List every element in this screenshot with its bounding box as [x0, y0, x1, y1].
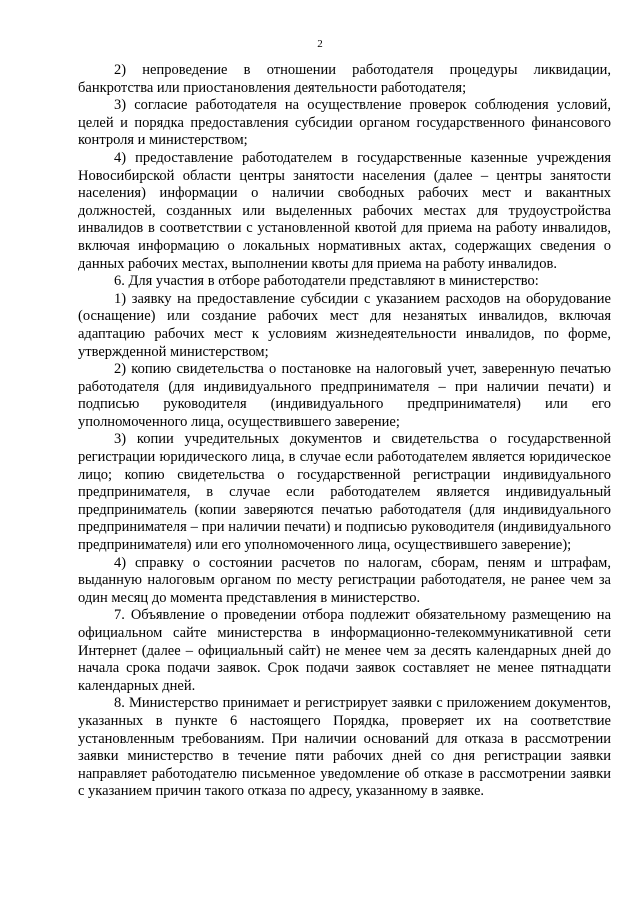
paragraph-6-1-application: 1) заявку на предоставление субсидии с указанием расходов на оборудование (оснащение) или создание рабочих мест для незанятых инвалидов, включая адаптацию рабочих мест к условиям жизнедеятельности инвалидов, по форме, утвержденной министерством; [78, 290, 611, 360]
page-number: 2 [317, 38, 323, 50]
paragraph-section-8: 8. Министерство принимает и регистрирует заявки с приложением документов, указанных в пункте 6 настоящего Порядка, проверяет их на соответствие установленным требованиям. При наличии оснований для отказа в рассмотрении заявки министерство в течение пяти рабочих дней со дня регистрации заявки направляет работодателю письменное уведомление об отказе в рассмотрении заявки с указанием причин такого отказа по адресу, указанному в заявке. [78, 695, 611, 800]
paragraph-6-2-tax-certificate: 2) копию свидетельства о постановке на налоговый учет, заверенную печатью работодателя (для индивидуального предпринимателя – при наличии печати) и подписью руководителя (индивидуального предпринимателя) или его уполномоченного лица, осуществившего заверение; [78, 361, 611, 430]
paragraph-section-7: 7. Объявление о проведении отбора подлежит обязательному размещению на официальном сайте министерства в информационно-телекоммуникативной сети Интернет (далее – официальный сайт) не менее чем за десять календарных дней до начала срока подачи заявок. Срок подачи заявок составляет не менее пятнадцати календарных дней. [78, 607, 611, 694]
paragraph-item-3-audit-consent: 3) согласие работодателя на осуществление проверок соблюдения условий, целей и порядка предоставления субсидии органом государственного финансового контроля и министерством; [78, 97, 611, 149]
document-body [78, 62, 611, 801]
paragraph-6-3-founding-documents: 3) копии учредительных документов и свидетельства о государственной регистрации юридического лица, в случае если работодателем является юридическое лицо; копию свидетельства о государственной регистрации индивидуального предпринимателя, в случае если работодателем является индивидуальный предприниматель (копии заверяются печатью работодателя (для индивидуального предпринимателя – при наличии печати) и подписью руководителя (индивидуального предпринимателя) или его уполномоченного лица, осуществившего заверение); [78, 431, 611, 554]
paragraph-section-6: 6. Для участия в отборе работодатели представляют в министерство: [114, 273, 539, 290]
paragraph-6-4-tax-statement: 4) справку о состоянии расчетов по налогам, сборам, пеням и штрафам, выданную налоговым органом по месту регистрации работодателя, не ранее чем за один месяц до момента представления в министерство. [78, 554, 611, 606]
paragraph-item-4-employment-info: 4) предоставление работодателем в государственные казенные учреждения Новосибирской области центры занятости населения (далее – центры занятости населения) информации о наличии свободных рабочих мест и вакантных должностей, созданных или выделенных рабочих местах для трудоустройства инвалидов в соответствии с установленной квотой для приема на работу инвалидов, включая информацию о локальных нормативных актах, содержащих сведения о данных рабочих местах, выполнении квоты для приема на работу инвалидов. [78, 149, 611, 272]
paragraph-item-2-nonliquidation: 2) непроведение в отношении работодателя процедуры ликвидации, банкротства или приостановления деятельности работодателя; [78, 62, 611, 96]
